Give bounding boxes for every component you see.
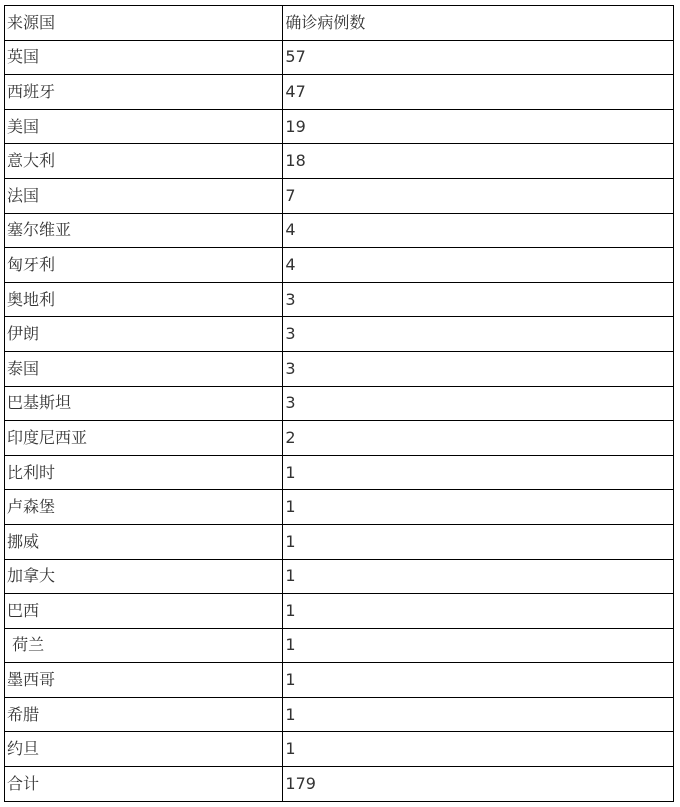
country-cell: 法国 — [5, 178, 283, 213]
country-cell: 墨西哥 — [5, 663, 283, 698]
country-cell: 巴基斯坦 — [5, 386, 283, 421]
table-row — [5, 75, 674, 110]
table-row — [5, 559, 674, 594]
table-row — [5, 213, 674, 248]
table-row — [5, 421, 674, 456]
country-cell: 意大利 — [5, 144, 283, 179]
table-row — [5, 351, 674, 386]
cases-cell: 1 — [283, 697, 674, 732]
cases-cell: 1 — [283, 490, 674, 525]
cases-by-source-country-table — [4, 5, 674, 802]
country-cell: 合计 — [5, 767, 283, 802]
country-cell: 卢森堡 — [5, 490, 283, 525]
country-cell: 塞尔维亚 — [5, 213, 283, 248]
table-row — [5, 144, 674, 179]
country-cell: 印度尼西亚 — [5, 421, 283, 456]
table-row — [5, 386, 674, 421]
cases-cell: 2 — [283, 421, 674, 456]
table-row — [5, 317, 674, 352]
table-row — [5, 732, 674, 767]
table-row — [5, 455, 674, 490]
country-cell: 希腊 — [5, 697, 283, 732]
cases-cell: 3 — [283, 282, 674, 317]
table-row — [5, 697, 674, 732]
cases-cell: 1 — [283, 559, 674, 594]
table-body — [5, 6, 674, 802]
country-cell: 泰国 — [5, 351, 283, 386]
table-row — [5, 490, 674, 525]
total-row — [5, 767, 674, 802]
cases-cell: 7 — [283, 178, 674, 213]
country-cell: 匈牙利 — [5, 248, 283, 283]
country-cell: 约旦 — [5, 732, 283, 767]
country-cell: 奥地利 — [5, 282, 283, 317]
table-row — [5, 248, 674, 283]
cases-cell: 57 — [283, 40, 674, 75]
cases-cell: 1 — [283, 524, 674, 559]
table-row — [5, 109, 674, 144]
cases-cell: 3 — [283, 317, 674, 352]
table-row — [5, 663, 674, 698]
country-cell: 荷兰 — [5, 628, 283, 663]
cases-cell: 4 — [283, 213, 674, 248]
cases-cell: 1 — [283, 594, 674, 629]
cases-cell: 1 — [283, 663, 674, 698]
country-cell: 美国 — [5, 109, 283, 144]
cases-cell: 3 — [283, 351, 674, 386]
header-cases: 确诊病例数 — [283, 6, 674, 41]
cases-cell: 179 — [283, 767, 674, 802]
cases-cell: 3 — [283, 386, 674, 421]
table-row — [5, 594, 674, 629]
cases-cell: 1 — [283, 628, 674, 663]
table-row — [5, 40, 674, 75]
country-cell: 英国 — [5, 40, 283, 75]
cases-cell: 19 — [283, 109, 674, 144]
cases-cell: 18 — [283, 144, 674, 179]
table-header-row — [5, 6, 674, 41]
table-row — [5, 282, 674, 317]
country-cell: 加拿大 — [5, 559, 283, 594]
table-row — [5, 524, 674, 559]
cases-cell: 1 — [283, 732, 674, 767]
country-cell: 伊朗 — [5, 317, 283, 352]
country-cell: 挪威 — [5, 524, 283, 559]
country-cell: 比利时 — [5, 455, 283, 490]
cases-cell: 47 — [283, 75, 674, 110]
country-cell: 西班牙 — [5, 75, 283, 110]
table-row — [5, 178, 674, 213]
cases-cell: 1 — [283, 455, 674, 490]
header-country: 来源国 — [5, 6, 283, 41]
table-row — [5, 628, 674, 663]
cases-cell: 4 — [283, 248, 674, 283]
country-cell: 巴西 — [5, 594, 283, 629]
